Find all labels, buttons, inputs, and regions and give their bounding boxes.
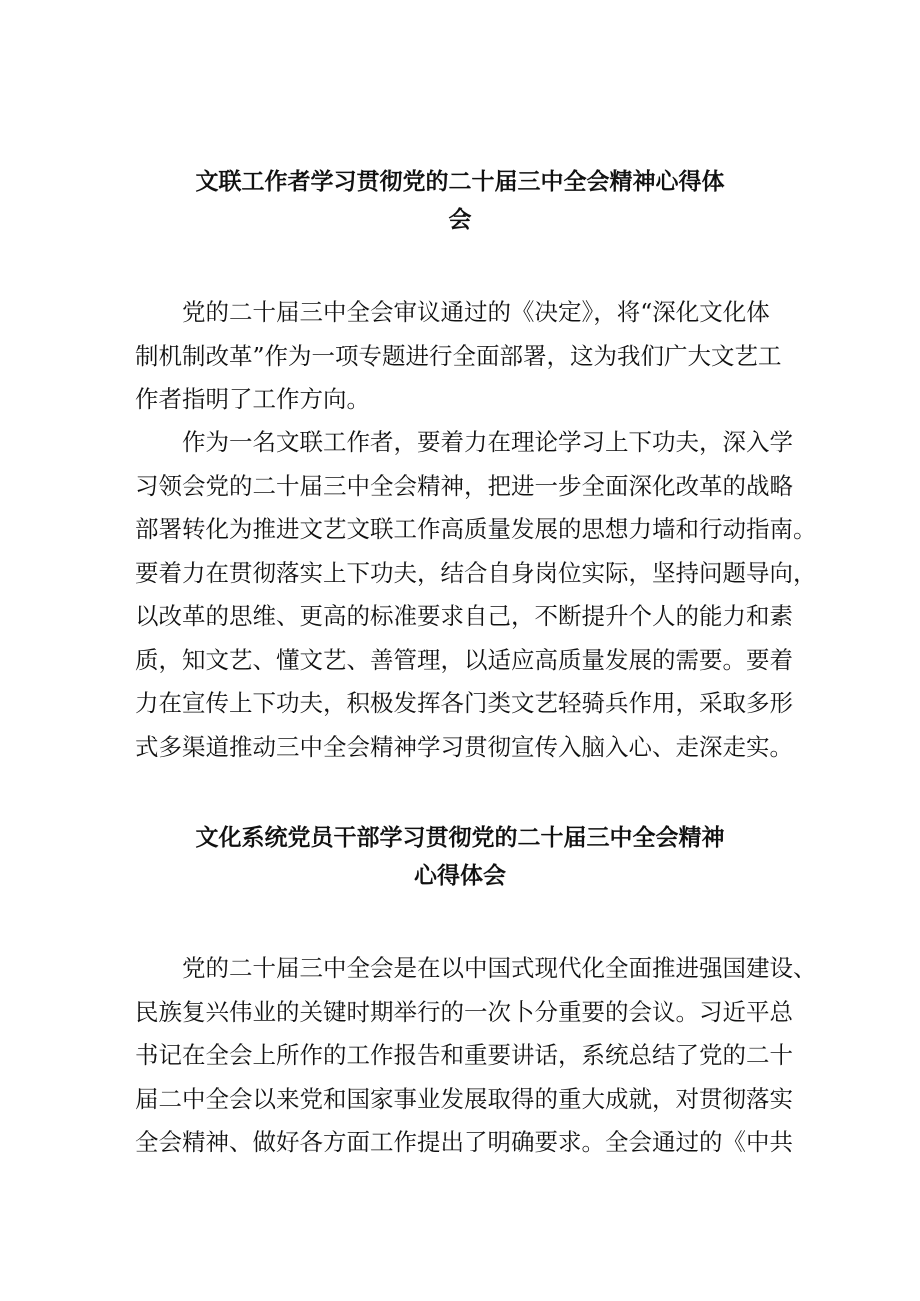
paragraph-line: 力在宣传上下功夫，积极发挥各门类文艺轻骑兵作用，采取多形 [135, 689, 793, 717]
paragraph-line: 全会精神、做好各方面工作提出了明确要求。全会通过的《中共 [135, 1128, 793, 1156]
paragraph-line: 式多渠道推动三中全会精神学习贯彻宣传入脑入心、走深走实。 [135, 732, 793, 761]
paragraph-line: 作为一名文联工作者，要着力在理论学习上下功夫，深入学 [182, 428, 793, 456]
section-1-paragraph-1 [135, 291, 795, 422]
paragraph-line: 作者指明了工作方向。 [135, 385, 370, 413]
paragraph-line: 部署转化为推进文艺文联工作高质量发展的思想力墙和行动指南。 [135, 515, 817, 543]
paragraph-line: 要着力在贯彻落实上下功夫，结合自身岗位实际，坚持问题导向， [135, 558, 817, 587]
paragraph-line: 党的二十届三中全会是在以中国式现代化全面推进强国建设、 [182, 954, 817, 982]
section-2-title [0, 819, 920, 895]
paragraph-line: 党的二十届三中全会审议通过的《决定》，将“深化文化体 [182, 298, 770, 326]
paragraph-line: 习领会党的二十届三中全会精神，把进一步全面深化改革的战略 [135, 471, 793, 500]
title-line: 心得体会 [414, 863, 506, 889]
title-line: 文化系统党员干部学习贯彻党的二十届三中全会精神 [195, 825, 725, 851]
section-1-title [0, 163, 920, 239]
paragraph-line: 书记在全会上所作的工作报告和重要讲话，系统总结了党的二十 [135, 1041, 793, 1069]
section-2-paragraph-1 [135, 947, 817, 1165]
paragraph-line: 民族复兴伟业的关键时期举行的一次卜分重要的会议。习近平总 [135, 997, 793, 1026]
paragraph-line: 制机制改革”作为一项专题进行全面部署，这为我们广大文艺工 [135, 341, 782, 370]
paragraph-line: 届二中全会以来党和国家事业发展取得的重大成就，对贯彻落实 [135, 1084, 793, 1113]
paragraph-line: 质，知文艺、懂文艺、善管理，以适应高质量发展的需要。要着 [135, 645, 793, 674]
section-1-paragraph-2 [135, 421, 817, 769]
title-line: 会 [448, 207, 472, 233]
paragraph-line: 以改革的思维、更高的标准要求自己，不断提升个人的能力和素 [135, 602, 793, 630]
title-line: 文联工作者学习贯彻党的二十届三中全会精神心得体 [195, 169, 725, 195]
